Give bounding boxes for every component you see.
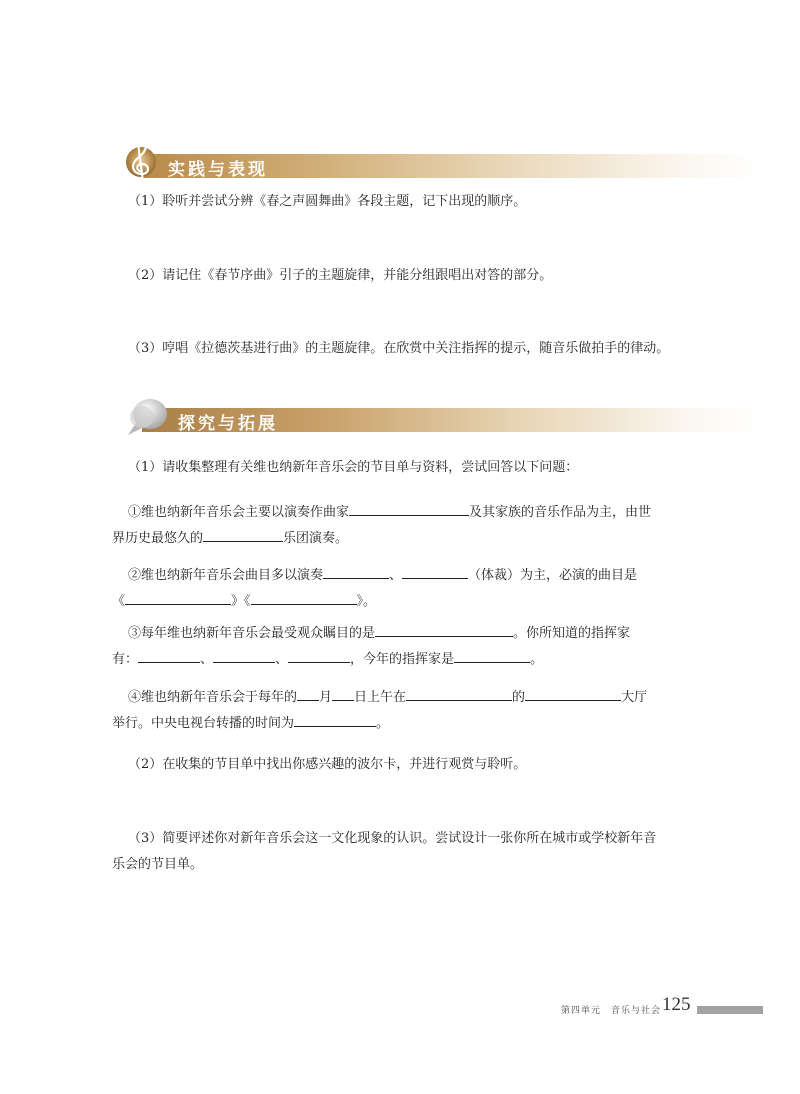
question-4 <box>112 685 693 737</box>
practice-banner <box>120 150 760 180</box>
q3-blank-highlight[interactable] <box>375 622 513 637</box>
q1-text-d: 乐团演奏。 <box>283 531 349 546</box>
explore-item-2: （2）在收集的节目单中找出你感兴趣的波尔卡，并进行观赏与聆听。 <box>128 757 527 772</box>
footer-bar <box>697 1006 763 1014</box>
q1-text-a: ①维也纳新年音乐会主要以演奏作曲家 <box>128 505 350 520</box>
q4-text-c: 举行。中央电视台转播的时间为 <box>112 716 295 731</box>
q1-text-c: 界历史最悠久的 <box>112 531 204 546</box>
q4-blank-hall[interactable] <box>525 686 621 701</box>
practice-item-2: （2）请记住《春节序曲》引子的主题旋律，并能分组跟唱出对答的部分。 <box>128 268 553 283</box>
q4-of: 的 <box>512 690 526 705</box>
question-1 <box>112 500 693 552</box>
explore-title: 探究与拓展 <box>178 414 278 434</box>
q4-month: 月 <box>319 690 333 705</box>
q2-sep: 、 <box>389 568 403 583</box>
q2-text-b: （体裁）为主，必演的曲目是 <box>468 568 638 583</box>
q2-blank-piece-2[interactable] <box>251 590 357 605</box>
q3-sep-2: 、 <box>275 652 289 667</box>
q3-text-b: 。你所知道的指挥家 <box>513 626 631 641</box>
q2-close: 》。 <box>356 594 377 609</box>
q3-blank-conductor-3[interactable] <box>288 648 350 663</box>
q3-text-e: 。 <box>530 652 544 667</box>
explore-banner <box>120 404 760 434</box>
q3-blank-this-year[interactable] <box>454 648 530 663</box>
q3-text-d: ，今年的指挥家是 <box>350 652 455 667</box>
q1-blank-composer[interactable] <box>349 501 469 516</box>
q4-text-a: ④维也纳新年音乐会于每年的 <box>128 690 298 705</box>
q4-blank-day[interactable] <box>332 686 354 701</box>
page-number: 125 <box>662 994 691 1015</box>
q4-blank-broadcast-time[interactable] <box>294 712 376 727</box>
practice-item-1: （1）聆听并尝试分辨《春之声圆舞曲》各段主题，记下出现的顺序。 <box>128 194 527 209</box>
q3-blank-conductor-1[interactable] <box>138 648 200 663</box>
practice-item-3: （3）哼唱《拉德茨基进行曲》的主题旋律。在欣赏中关注指挥的提示，随音乐做拍手的律动。 <box>128 341 670 356</box>
explore-item-3 <box>112 826 693 878</box>
question-3 <box>112 621 693 673</box>
q4-text-b: 日上午在 <box>354 690 407 705</box>
footer-unit-label: 第四单元 音乐与社会 <box>561 1006 662 1016</box>
explore-item-3-line-1: （3）简要评述你对新年音乐会这一文化现象的认识。尝试设计一张你所在城市或学校新年音 <box>128 831 657 846</box>
q2-text-a: ②维也纳新年音乐会曲目多以演奏 <box>128 568 324 583</box>
q4-blank-place[interactable] <box>406 686 512 701</box>
treble-clef-icon <box>120 134 160 186</box>
q4-end: 。 <box>376 716 390 731</box>
q1-text-b: 及其家族的音乐作品为主，由世 <box>469 505 652 520</box>
q3-blank-conductor-2[interactable] <box>213 648 275 663</box>
q2-open: 《 <box>112 594 126 609</box>
explore-intro: （1）请收集整理有关维也纳新年音乐会的节目单与资料，尝试回答以下问题： <box>128 460 579 475</box>
q1-blank-orchestra[interactable] <box>203 527 283 542</box>
q2-mid: 》《 <box>231 594 251 609</box>
explore-item-3-line-2: 乐会的节目单。 <box>112 857 204 872</box>
q3-text-c: 有： <box>112 652 139 667</box>
q2-blank-genre-2[interactable] <box>402 564 468 579</box>
q4-blank-month[interactable] <box>297 686 319 701</box>
speech-bubble-icon <box>124 395 170 439</box>
question-2 <box>112 563 693 615</box>
practice-title: 实践与表现 <box>168 160 268 180</box>
q3-sep-1: 、 <box>200 652 214 667</box>
q3-text-a: ③每年维也纳新年音乐会最受观众瞩目的是 <box>128 626 376 641</box>
q2-blank-genre-1[interactable] <box>323 564 389 579</box>
q4-hall: 大厅 <box>621 690 648 705</box>
q2-blank-piece-1[interactable] <box>125 590 231 605</box>
